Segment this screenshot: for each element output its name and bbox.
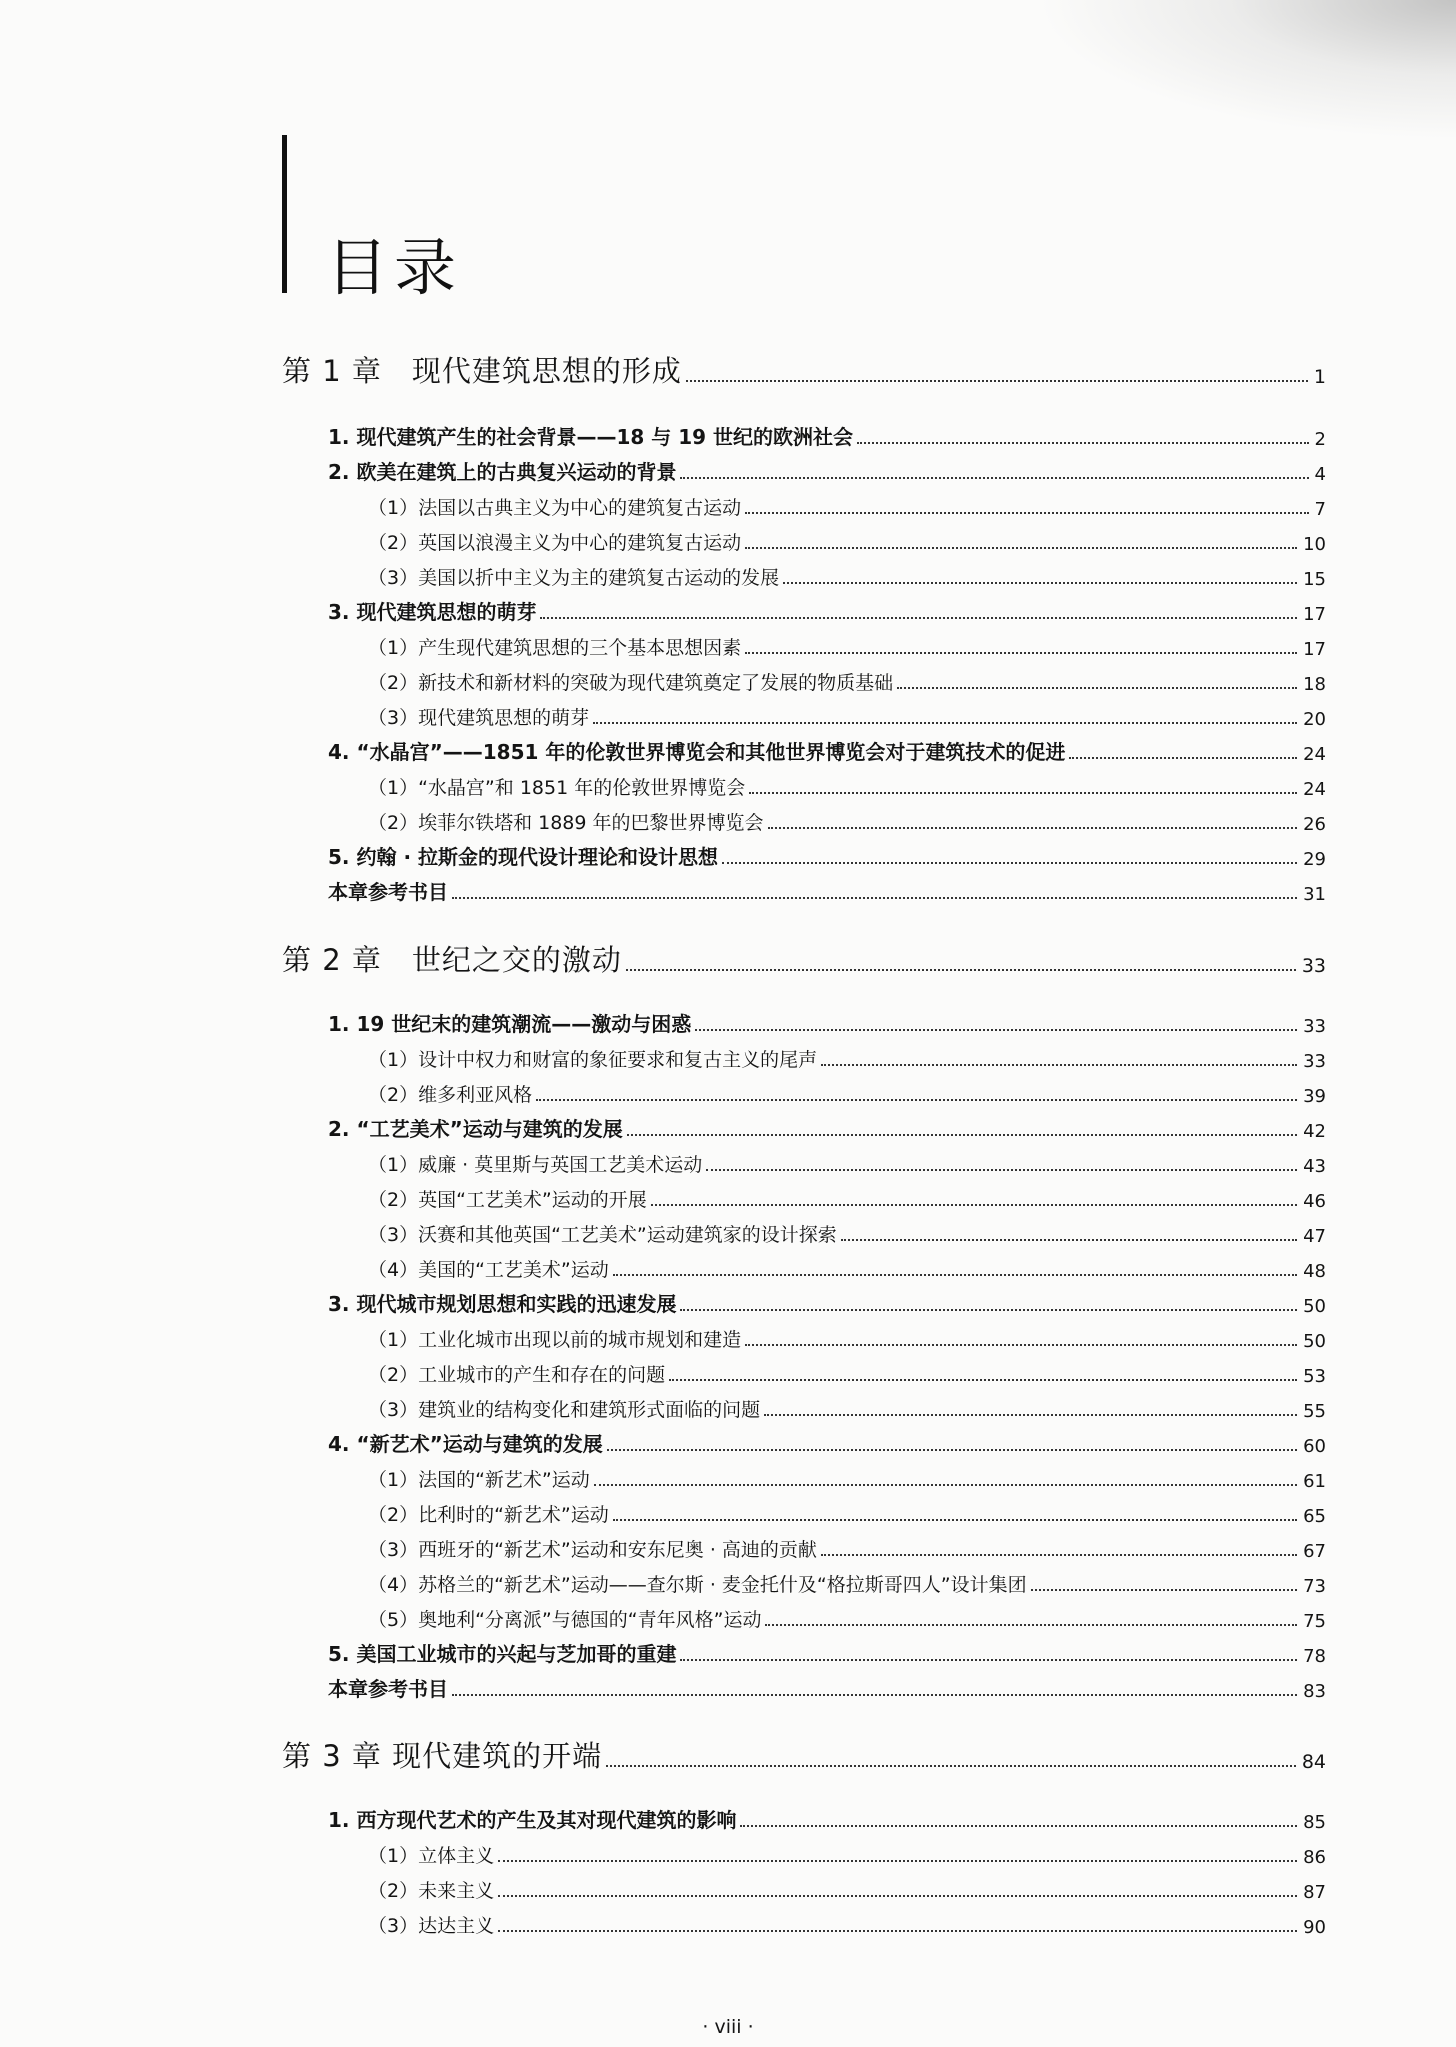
toc-label: 第 3 章 现代建筑的开端 (282, 1739, 603, 1773)
toc-subsection[interactable] (368, 1252, 1326, 1282)
toc-section[interactable] (328, 420, 1326, 450)
toc-page: 90 (1303, 1917, 1326, 1938)
toc-page: 29 (1303, 849, 1326, 870)
dot-leader (841, 1239, 1297, 1241)
toc-subsection[interactable] (368, 1042, 1326, 1072)
toc-label: （3）美国以折中主义为主的建筑复古运动的发展 (368, 567, 780, 589)
toc-page: 73 (1303, 1576, 1326, 1597)
dot-leader (783, 582, 1297, 584)
dot-leader (627, 1134, 1297, 1136)
toc-page: 53 (1303, 1366, 1326, 1387)
toc-label: 5. 美国工业城市的兴起与芝加哥的重建 (328, 1642, 677, 1666)
toc-label: （3）沃赛和其他英国“工艺美术”运动建筑家的设计探索 (368, 1224, 837, 1246)
dot-leader (745, 512, 1308, 514)
dot-leader (594, 1484, 1297, 1486)
dot-leader (498, 1930, 1297, 1932)
toc-page: 48 (1303, 1261, 1326, 1282)
toc-label: 2. 欧美在建筑上的古典复兴运动的背景 (328, 460, 677, 484)
toc-label: 5. 约翰 · 拉斯金的现代设计理论和设计思想 (328, 845, 718, 869)
dot-leader (452, 897, 1297, 899)
toc-label: 1. 西方现代艺术的产生及其对现代建筑的影响 (328, 1808, 737, 1832)
toc-label: 4. “水晶宫”——1851 年的伦敦世界博览会和其他世界博览会对于建筑技术的促进 (328, 740, 1066, 764)
toc-label: 3. 现代建筑思想的萌芽 (328, 600, 537, 624)
toc-page: 50 (1303, 1331, 1326, 1352)
toc-page: 75 (1303, 1611, 1326, 1632)
toc-label: （2）未来主义 (368, 1880, 495, 1902)
toc-section[interactable] (328, 840, 1326, 870)
toc-label: （3）建筑业的结构变化和建筑形式面临的问题 (368, 1399, 761, 1421)
dot-leader (740, 1825, 1297, 1827)
dot-leader (745, 547, 1297, 549)
toc-label: （2）新技术和新材料的突破为现代建筑奠定了发展的物质基础 (368, 672, 894, 694)
dot-leader (680, 477, 1308, 479)
toc-page: 15 (1303, 569, 1326, 590)
toc-subsection[interactable] (368, 1602, 1326, 1632)
toc-page: 33 (1303, 1016, 1326, 1037)
toc-subsection[interactable] (368, 1567, 1326, 1597)
toc-subsection[interactable] (368, 1182, 1326, 1212)
toc-page: 39 (1303, 1086, 1326, 1107)
toc-section[interactable] (328, 1287, 1326, 1317)
toc-page: 17 (1303, 604, 1326, 625)
toc-label: （3）西班牙的“新艺术”运动和安东尼奥 · 高迪的贡献 (368, 1539, 817, 1561)
toc-page: 24 (1303, 744, 1326, 765)
toc-section[interactable] (328, 1803, 1326, 1833)
toc-page: 55 (1303, 1401, 1326, 1422)
toc-label: （2）维多利亚风格 (368, 1084, 533, 1106)
toc-subsection[interactable] (368, 630, 1326, 660)
toc-page: 85 (1303, 1812, 1326, 1833)
toc-page: 84 (1301, 1751, 1326, 1773)
toc-label: （3）现代建筑思想的萌芽 (368, 707, 590, 729)
toc-page: 33 (1301, 955, 1326, 977)
dot-leader (749, 792, 1297, 794)
toc-subsection[interactable] (368, 1322, 1326, 1352)
toc-label: 本章参考书目 (328, 1677, 448, 1701)
toc-page: 43 (1303, 1156, 1326, 1177)
toc-page: 31 (1303, 884, 1326, 905)
toc-page: 86 (1303, 1847, 1326, 1868)
dot-leader (1031, 1589, 1298, 1591)
dot-leader (613, 1274, 1297, 1276)
toc-label: 2. “工艺美术”运动与建筑的发展 (328, 1117, 623, 1141)
toc-page: 18 (1303, 674, 1326, 695)
toc-subsection[interactable] (368, 525, 1326, 555)
toc-label: （1）立体主义 (368, 1845, 495, 1867)
toc-section[interactable] (328, 735, 1326, 765)
toc-label: （1）工业化城市出现以前的城市规划和建造 (368, 1329, 742, 1351)
dot-leader (706, 1169, 1297, 1171)
dot-leader (626, 969, 1296, 971)
toc-subsection[interactable] (368, 1217, 1326, 1247)
dot-leader (669, 1379, 1297, 1381)
toc-label: （4）美国的“工艺美术”运动 (368, 1259, 609, 1281)
toc-section[interactable] (328, 455, 1326, 485)
page-shadow (1036, 0, 1456, 140)
toc-subsection[interactable] (368, 560, 1326, 590)
toc-label: （3）达达主义 (368, 1915, 495, 1937)
dot-leader (745, 1344, 1297, 1346)
dot-leader (821, 1064, 1297, 1066)
toc-label: （1）设计中权力和财富的象征要求和复古主义的尾声 (368, 1049, 818, 1071)
dot-leader (651, 1204, 1297, 1206)
toc-label: （2）英国以浪漫主义为中心的建筑复古运动 (368, 532, 742, 554)
toc-section[interactable] (328, 1007, 1326, 1037)
toc-page: 83 (1303, 1681, 1326, 1702)
dot-leader (686, 380, 1308, 382)
toc-page: 1 (1313, 366, 1326, 388)
dot-leader (680, 1309, 1297, 1311)
dot-leader (897, 687, 1297, 689)
toc-label: （1）法国以古典主义为中心的建筑复古运动 (368, 497, 742, 519)
toc-label: （1）威廉 · 莫里斯与英国工艺美术运动 (368, 1154, 703, 1176)
toc-label: 3. 现代城市规划思想和实践的迅速发展 (328, 1292, 677, 1316)
toc-subsection[interactable] (368, 1908, 1326, 1938)
toc-label: 第 1 章 现代建筑思想的形成 (282, 354, 682, 388)
toc-page: 46 (1303, 1191, 1326, 1212)
toc-section[interactable] (328, 595, 1326, 625)
toc-subsection[interactable] (368, 1077, 1326, 1107)
dot-leader (765, 1624, 1297, 1626)
toc-page: 50 (1303, 1296, 1326, 1317)
toc-label: （4）苏格兰的“新艺术”运动——查尔斯 · 麦金托什及“格拉斯哥四人”设计集团 (368, 1574, 1027, 1596)
toc-subsection[interactable] (368, 1532, 1326, 1562)
toc-label: （2）比利时的“新艺术”运动 (368, 1504, 609, 1526)
toc-subsection[interactable] (368, 1357, 1326, 1387)
toc-section[interactable] (328, 1637, 1326, 1667)
toc-label: （1）“水晶宫”和 1851 年的伦敦世界博览会 (368, 777, 746, 799)
toc-subsection[interactable] (368, 665, 1326, 695)
toc-page: 47 (1303, 1226, 1326, 1247)
toc-subsection[interactable] (368, 1392, 1326, 1422)
dot-leader (764, 1414, 1297, 1416)
page-number: · viii · (702, 2016, 754, 2038)
dot-leader (536, 1099, 1297, 1101)
toc-subsection[interactable] (368, 805, 1326, 835)
toc-page: 4 (1314, 464, 1326, 485)
dot-leader (452, 1694, 1297, 1696)
toc-page: 87 (1303, 1882, 1326, 1903)
page-title: 目录 (326, 231, 463, 304)
toc-label: 本章参考书目 (328, 880, 448, 904)
toc-page: 10 (1303, 534, 1326, 555)
dot-leader (540, 617, 1297, 619)
toc-label: 1. 现代建筑产生的社会背景——18 与 19 世纪的欧洲社会 (328, 425, 854, 449)
toc-page: 65 (1303, 1506, 1326, 1527)
toc-chapter-2[interactable] (282, 939, 1326, 979)
dot-leader (607, 1449, 1297, 1451)
dot-leader (680, 1659, 1297, 1661)
toc-label: 4. “新艺术”运动与建筑的发展 (328, 1432, 603, 1456)
toc-label: （5）奥地利“分离派”与德国的“青年风格”运动 (368, 1609, 762, 1631)
title-rule (282, 135, 287, 293)
toc-chapter-1[interactable] (282, 350, 1326, 390)
toc-page: 42 (1303, 1121, 1326, 1142)
dot-leader (1069, 757, 1297, 759)
dot-leader (613, 1519, 1297, 1521)
toc-page: 17 (1303, 639, 1326, 660)
dot-leader (498, 1895, 1297, 1897)
toc-page: 33 (1303, 1051, 1326, 1072)
toc-page: 60 (1303, 1436, 1326, 1457)
dot-leader (593, 722, 1297, 724)
toc-page: 61 (1303, 1471, 1326, 1492)
toc-page: 26 (1303, 814, 1326, 835)
toc-page: 78 (1303, 1646, 1326, 1667)
toc-subsection[interactable] (368, 1838, 1326, 1868)
dot-leader (857, 442, 1309, 444)
toc-page: 7 (1314, 499, 1326, 520)
toc-label: （1）产生现代建筑思想的三个基本思想因素 (368, 637, 742, 659)
toc-subsection[interactable] (368, 1873, 1326, 1903)
toc-page: 24 (1303, 779, 1326, 800)
dot-leader (768, 827, 1298, 829)
toc-page: 2 (1314, 429, 1326, 450)
toc-subsection[interactable] (368, 490, 1326, 520)
toc-section[interactable] (328, 1427, 1326, 1457)
toc-subsection[interactable] (368, 1147, 1326, 1177)
toc-subsection[interactable] (368, 770, 1326, 800)
toc-subsection[interactable] (368, 1462, 1326, 1492)
toc-subsection[interactable] (368, 700, 1326, 730)
dot-leader (695, 1029, 1297, 1031)
dot-leader (821, 1554, 1297, 1556)
toc-label: 1. 19 世纪末的建筑潮流——激动与困惑 (328, 1012, 692, 1036)
toc-page: 20 (1303, 709, 1326, 730)
toc-label: （1）法国的“新艺术”运动 (368, 1469, 590, 1491)
toc-label: （2）埃菲尔铁塔和 1889 年的巴黎世界博览会 (368, 812, 764, 834)
dot-leader (722, 862, 1297, 864)
dot-leader (498, 1860, 1297, 1862)
toc-chapter-3[interactable] (282, 1735, 1326, 1775)
toc-label: （2）英国“工艺美术”运动的开展 (368, 1189, 647, 1211)
toc-section[interactable] (328, 1112, 1326, 1142)
dot-leader (606, 1765, 1296, 1767)
dot-leader (745, 652, 1297, 654)
toc-page: 67 (1303, 1541, 1326, 1562)
toc-section[interactable] (328, 875, 1326, 905)
toc-subsection[interactable] (368, 1497, 1326, 1527)
toc-label: 第 2 章 世纪之交的激动 (282, 943, 622, 977)
toc-section[interactable] (328, 1672, 1326, 1702)
toc-label: （2）工业城市的产生和存在的问题 (368, 1364, 666, 1386)
